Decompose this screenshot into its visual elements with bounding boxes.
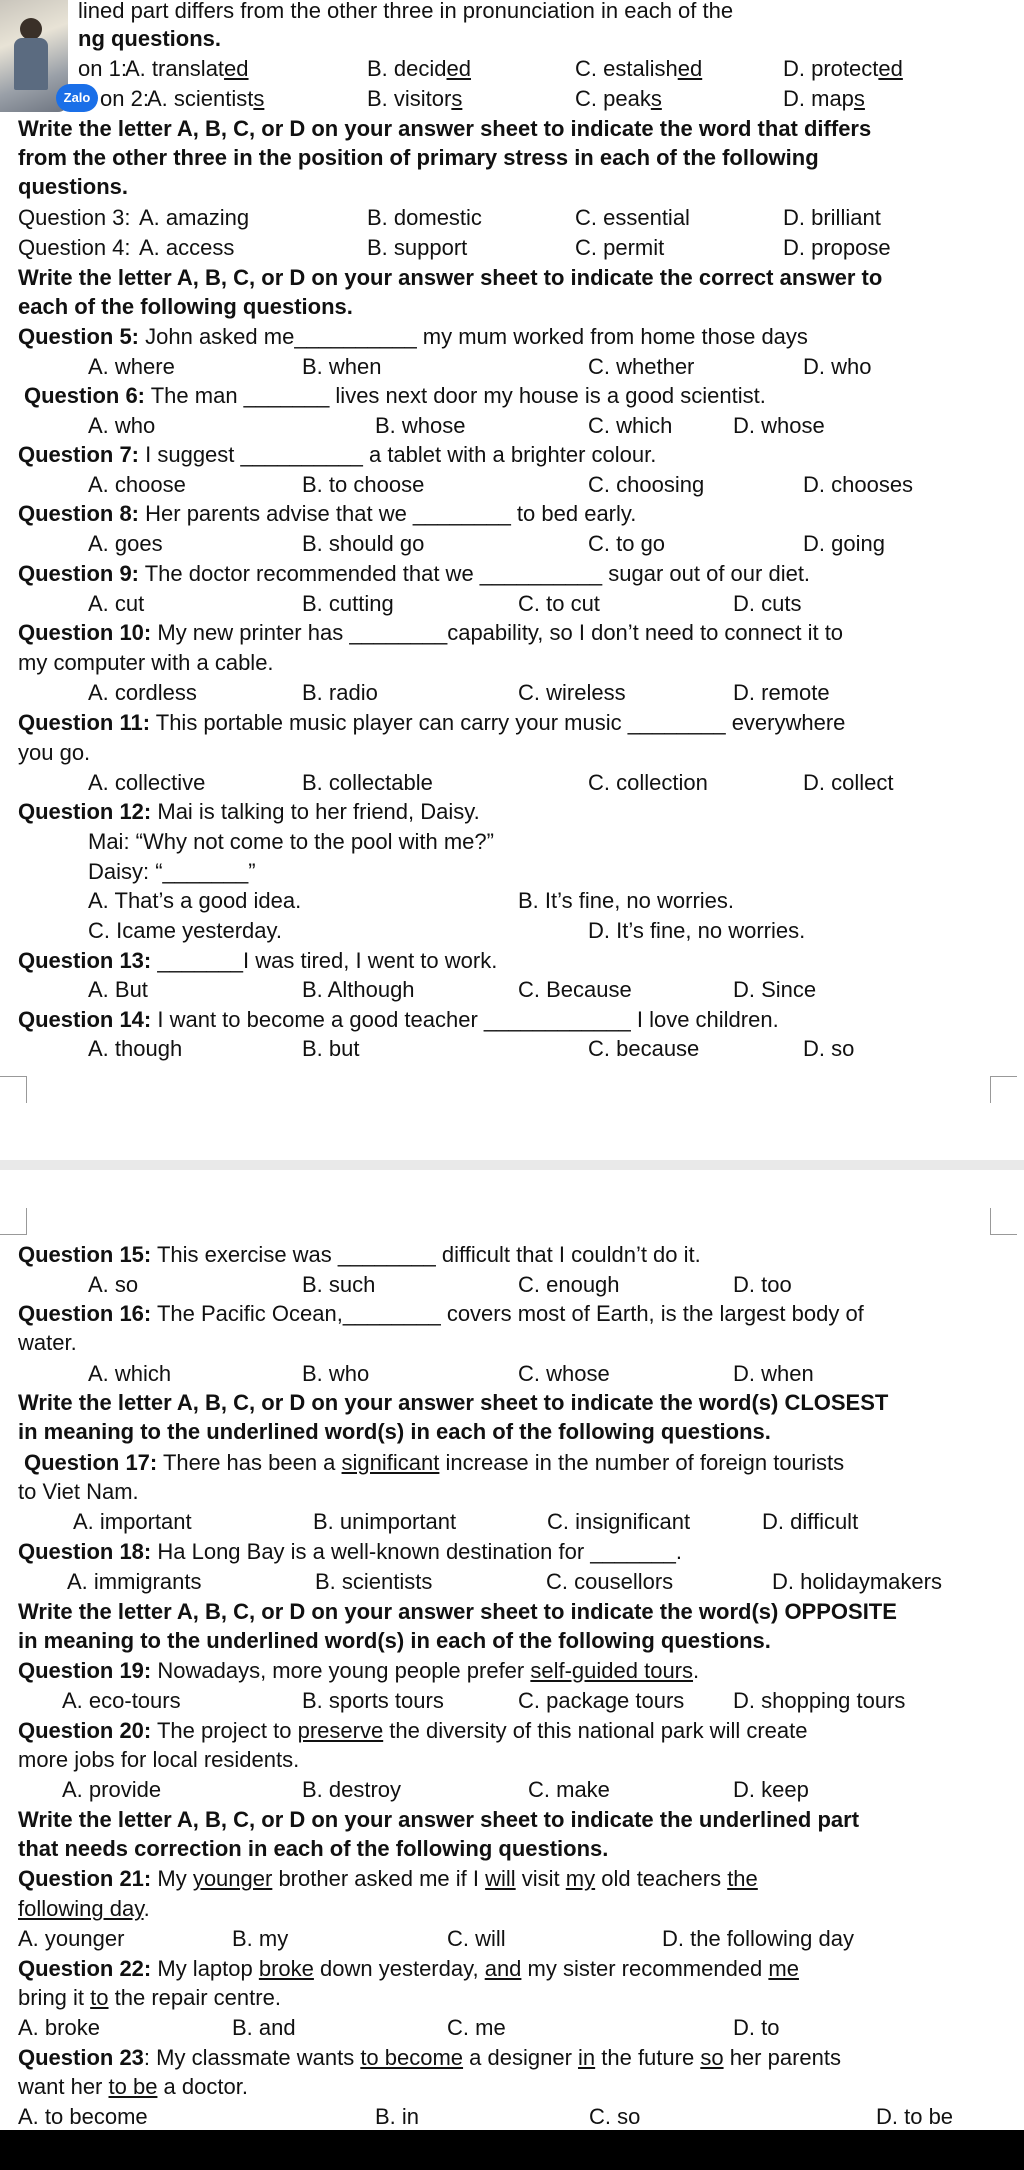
instruction-correction-line-1: Write the letter A, B, C, or D on your answer sheet to indicate the underlined part: [18, 1807, 860, 1832]
question-15-stem: Question 15: This exercise was ________ difficult that I couldn’t do it.: [18, 1242, 701, 1267]
question-22-stem-line-2: bring it to the repair centre.: [18, 1985, 281, 2010]
question-2-option-b: B. visitors: [367, 86, 463, 111]
question-2-option-c: C. peaks: [575, 86, 662, 111]
question-22-stem: Question 22: My laptop broke down yesterday, and my sister recommended me: [18, 1956, 799, 1981]
instruction-opposite-line-2: in meaning to the underlined word(s) in each of the following questions.: [18, 1628, 771, 1653]
crop-mark-top-left: [0, 1208, 27, 1235]
question-10-option-c: C. wireless: [518, 680, 626, 705]
question-20-option-b: B. destroy: [302, 1777, 402, 1802]
question-6-option-d: D. whose: [733, 413, 825, 438]
question-18-option-d: D. holidaymakers: [772, 1569, 942, 1594]
instruction-correct-line-2: each of the following questions.: [18, 294, 353, 319]
question-17-stem-line-2: to Viet Nam.: [18, 1479, 139, 1504]
question-7-option-d: D. chooses: [803, 472, 914, 497]
question-3-option-a: A. amazing: [139, 205, 250, 230]
avatar-person-body: [14, 38, 48, 90]
question-23-option-d: D. to be: [876, 2104, 954, 2129]
question-14-option-d: D. so: [803, 1036, 855, 1061]
question-9-stem: Question 9: The doctor recommended that we __________ sugar out of our diet.: [18, 561, 811, 586]
question-15-option-b: B. such: [302, 1272, 376, 1297]
question-9-option-b: B. cutting: [302, 591, 394, 616]
question-15-option-c: C. enough: [518, 1272, 620, 1297]
question-14-option-a: A. though: [88, 1036, 183, 1061]
question-21-option-c: C. will: [447, 1926, 506, 1951]
question-19-option-d: D. shopping tours: [733, 1688, 906, 1713]
page-separator: [0, 1160, 1024, 1170]
question-8-option-a: A. goes: [88, 531, 163, 556]
question-6-option-c: C. which: [588, 413, 673, 438]
question-1-option-c: C. estalished: [575, 56, 703, 81]
question-13-option-b: B. Although: [302, 977, 415, 1002]
question-10-option-a: A. cordless: [88, 680, 197, 705]
question-7-option-b: B. to choose: [302, 472, 425, 497]
question-20-option-a: A. provide: [62, 1777, 162, 1802]
question-20-stem: Question 20: The project to preserve the diversity of this national park will create: [18, 1718, 808, 1743]
question-13-stem: Question 13: _______I was tired, I went to work.: [18, 948, 498, 973]
question-2-label: on 2:: [100, 86, 149, 111]
question-13-option-d: D. Since: [733, 977, 817, 1002]
question-3-option-b: B. domestic: [367, 205, 482, 230]
crop-mark-top-right: [990, 1208, 1017, 1235]
question-16-option-d: D. when: [733, 1361, 814, 1386]
question-8-option-b: B. should go: [302, 531, 425, 556]
question-17-option-c: C. insignificant: [547, 1509, 691, 1534]
question-23-option-c: C. so: [589, 2104, 641, 2129]
question-3-option-d: D. brilliant: [783, 205, 881, 230]
instruction-stress-line-1: Write the letter A, B, C, or D on your answer sheet to indicate the word that differs: [18, 116, 872, 141]
question-16-option-a: A. which: [88, 1361, 172, 1386]
question-5-option-d: D. who: [803, 354, 872, 379]
question-17-option-a: A. important: [73, 1509, 192, 1534]
question-10-option-d: D. remote: [733, 680, 830, 705]
question-23-option-b: B. in: [375, 2104, 420, 2129]
question-17-stem: Question 17: There has been a significant increase in the number of foreign tourists: [24, 1450, 845, 1475]
question-9-option-a: A. cut: [88, 591, 145, 616]
question-4-option-a: A. access: [139, 235, 235, 260]
question-21-option-d: D. the following day: [662, 1926, 854, 1951]
question-14-stem: Question 14: I want to become a good teacher ____________ I love children.: [18, 1007, 779, 1032]
question-10-option-b: B. radio: [302, 680, 378, 705]
question-16-option-c: C. whose: [518, 1361, 610, 1386]
question-4-option-d: D. propose: [783, 235, 891, 260]
question-21-stem-line-2: following day.: [18, 1896, 150, 1921]
instruction-closest-line-2: in meaning to the underlined word(s) in each of the following questions.: [18, 1419, 771, 1444]
question-8-option-c: C. to go: [588, 531, 666, 556]
instruction-stress-line-3: questions.: [18, 174, 129, 199]
question-15-option-d: D. too: [733, 1272, 792, 1297]
question-19-stem: Question 19: Nowadays, more young people prefer self-guided tours.: [18, 1658, 700, 1683]
question-12-option-d: D. It’s fine, no worries.: [588, 918, 806, 943]
question-1-label: on 1:: [78, 56, 127, 81]
question-19-option-c: C. package tours: [518, 1688, 685, 1713]
question-6-stem: Question 6: The man _______ lives next door my house is a good scientist.: [24, 383, 766, 408]
question-13-option-a: A. But: [88, 977, 148, 1002]
question-2-option-d: D. maps: [783, 86, 865, 111]
question-13-option-c: C. Because: [518, 977, 632, 1002]
question-20-option-c: C. make: [528, 1777, 610, 1802]
avatar-person-head: [20, 18, 42, 40]
question-18-stem: Question 18: Ha Long Bay is a well-known destination for _______.: [18, 1539, 683, 1564]
question-1-option-b: B. decided: [367, 56, 471, 81]
question-22-option-c: C. me: [447, 2015, 506, 2040]
question-16-stem-line-2: water.: [18, 1330, 77, 1355]
question-21-option-a: A. younger: [18, 1926, 125, 1951]
question-4-option-b: B. support: [367, 235, 468, 260]
instruction-pronunciation-line-1: lined part differs from the other three in pronunciation in each of the: [78, 0, 734, 23]
instruction-correct-line-1: Write the letter A, B, C, or D on your answer sheet to indicate the correct answer to: [18, 265, 883, 290]
zalo-app-badge[interactable]: Zalo: [56, 84, 98, 112]
question-21-option-b: B. my: [232, 1926, 289, 1951]
question-2-option-a: A. scientists: [147, 86, 265, 111]
question-18-option-c: C. cousellors: [546, 1569, 674, 1594]
crop-mark-bottom-right: [990, 1076, 1017, 1103]
question-11-option-d: D. collect: [803, 770, 894, 795]
question-3-label: Question 3:: [18, 205, 131, 230]
question-5-option-a: A. where: [88, 354, 175, 379]
question-5-option-c: C. whether: [588, 354, 695, 379]
instruction-closest-line-1: Write the letter A, B, C, or D on your answer sheet to indicate the word(s) CLOSEST: [18, 1390, 889, 1415]
instruction-stress-line-2: from the other three in the position of primary stress in each of the following: [18, 145, 819, 170]
question-9-option-d: D. cuts: [733, 591, 802, 616]
question-22-option-a: A. broke: [18, 2015, 100, 2040]
question-14-option-c: C. because: [588, 1036, 700, 1061]
question-1-option-a: A. translated: [125, 56, 249, 81]
question-19-option-b: B. sports tours: [302, 1688, 444, 1713]
question-9-option-c: C. to cut: [518, 591, 600, 616]
question-17-option-d: D. difficult: [762, 1509, 859, 1534]
question-23-stem: Question 23: My classmate wants to become a designer in the future so her parents: [18, 2045, 841, 2070]
question-11-stem-line-2: you go.: [18, 740, 91, 765]
question-23-stem-line-2: want her to be a doctor.: [18, 2074, 248, 2099]
question-7-option-c: C. choosing: [588, 472, 705, 497]
question-4-label: Question 4:: [18, 235, 131, 260]
question-20-stem-line-2: more jobs for local residents.: [18, 1747, 300, 1772]
question-12-option-a: A. That’s a good idea.: [88, 888, 302, 913]
instruction-pronunciation-line-2: ng questions.: [78, 26, 221, 51]
question-11-option-b: B. collectable: [302, 770, 433, 795]
instruction-correction-line-2: that needs correction in each of the following questions.: [18, 1836, 609, 1861]
question-15-option-a: A. so: [88, 1272, 139, 1297]
question-3-option-c: C. essential: [575, 205, 690, 230]
question-16-option-b: B. who: [302, 1361, 370, 1386]
question-10-stem: Question 10: My new printer has ________capability, so I don’t need to connect it to: [18, 620, 844, 645]
crop-mark-bottom-left: [0, 1076, 27, 1103]
question-7-stem: Question 7: I suggest __________ a tablet with a brighter colour.: [18, 442, 657, 467]
question-22-option-d: D. to: [733, 2015, 780, 2040]
question-19-option-a: A. eco-tours: [62, 1688, 181, 1713]
question-21-stem: Question 21: My younger brother asked me if I will visit my old teachers the: [18, 1866, 758, 1891]
question-1-option-d: D. protected: [783, 56, 903, 81]
bottom-black-bar: [0, 2130, 1024, 2170]
question-11-option-a: A. collective: [88, 770, 206, 795]
question-12-option-c: C. Icame yesterday.: [88, 918, 282, 943]
question-8-option-d: D. going: [803, 531, 885, 556]
question-20-option-d: D. keep: [733, 1777, 809, 1802]
question-5-option-b: B. when: [302, 354, 382, 379]
question-12-option-b: B. It’s fine, no worries.: [518, 888, 735, 913]
question-12-daisy-line: Daisy: “_______”: [88, 859, 256, 884]
question-8-stem: Question 8: Her parents advise that we ________ to bed early.: [18, 501, 637, 526]
question-5-stem: Question 5: John asked me__________ my mum worked from home those days: [18, 324, 808, 349]
question-4-option-c: C. permit: [575, 235, 665, 260]
question-12-stem: Question 12: Mai is talking to her friend, Daisy.: [18, 799, 480, 824]
question-16-stem: Question 16: The Pacific Ocean,________ covers most of Earth, is the largest body of: [18, 1301, 864, 1326]
instruction-opposite-line-1: Write the letter A, B, C, or D on your answer sheet to indicate the word(s) OPPOSITE: [18, 1599, 897, 1624]
question-17-option-b: B. unimportant: [313, 1509, 457, 1534]
question-12-mai-line: Mai: “Why not come to the pool with me?”: [88, 829, 494, 854]
question-18-option-b: B. scientists: [315, 1569, 433, 1594]
question-6-option-b: B. whose: [375, 413, 466, 438]
question-6-option-a: A. who: [88, 413, 156, 438]
document-page-2: [0, 1170, 1024, 2130]
question-22-option-b: B. and: [232, 2015, 296, 2040]
question-18-option-a: A. immigrants: [67, 1569, 202, 1594]
question-10-stem-line-2: my computer with a cable.: [18, 650, 274, 675]
question-23-option-a: A. to become: [18, 2104, 148, 2129]
question-11-option-c: C. collection: [588, 770, 708, 795]
question-11-stem: Question 11: This portable music player can carry your music ________ everywhere: [18, 710, 846, 735]
question-7-option-a: A. choose: [88, 472, 186, 497]
question-14-option-b: B. but: [302, 1036, 360, 1061]
